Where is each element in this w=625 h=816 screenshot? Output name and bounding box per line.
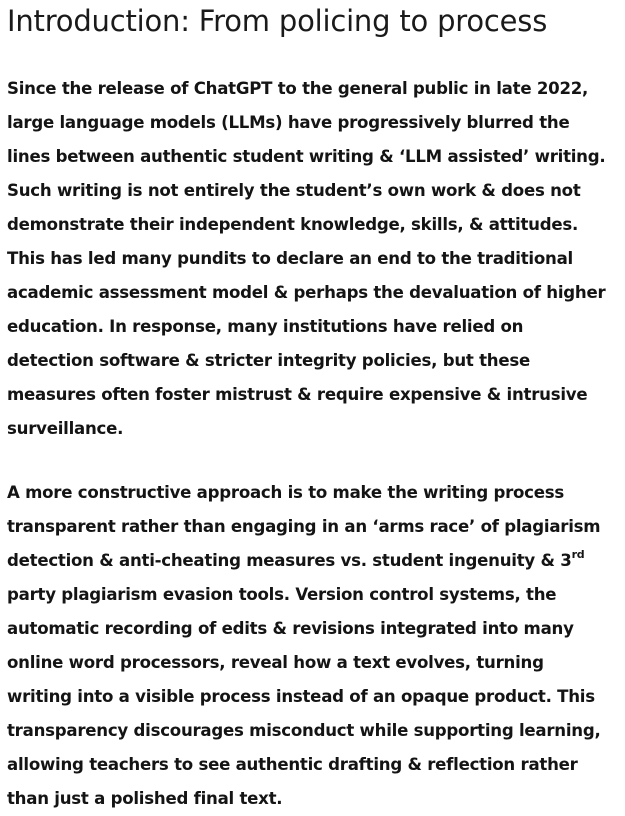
paragraph-line: allowing teachers to see authentic drafting & reflection rather — [7, 755, 578, 774]
paragraph-line: Such writing is not entirely the student’s own work & does not — [7, 181, 581, 200]
paragraph-line: academic assessment model & perhaps the devaluation of higher — [7, 283, 606, 302]
document-page — [7, 0, 622, 816]
paragraph-intro — [7, 72, 622, 446]
paragraph-line: A more constructive approach is to make the writing process — [7, 483, 565, 502]
ordinal-superscript: rd — [571, 548, 585, 561]
paragraph-line: online word processors, reveal how a text evolves, turning — [7, 653, 544, 672]
paragraph-line: surveillance. — [7, 419, 124, 438]
line-text: detection & anti-cheating measures vs. student ingenuity & 3 — [7, 551, 572, 570]
paragraph-line: transparent rather than engaging in an ‘arms race’ of plagiarism — [7, 517, 601, 536]
paragraph-line: This has led many pundits to declare an end to the traditional — [7, 249, 573, 268]
paragraph-line: detection software & stricter integrity policies, but these — [7, 351, 530, 370]
paragraph-line: than just a polished final text. — [7, 789, 283, 808]
paragraph-line: measures often foster mistrust & require expensive & intrusive — [7, 385, 588, 404]
paragraph-line: writing into a visible process instead of an opaque product. This — [7, 687, 595, 706]
paragraph-line: transparency discourages misconduct while supporting learning, — [7, 721, 601, 740]
paragraph-line: Since the release of ChatGPT to the general public in late 2022, — [7, 79, 589, 98]
paragraph-line: education. In response, many institutions have relied on — [7, 317, 524, 336]
paragraph-line — [7, 544, 622, 578]
paragraph-line: demonstrate their independent knowledge, skills, & attitudes. — [7, 215, 579, 234]
section-heading: Introduction: From policing to process — [7, 4, 548, 38]
paragraph-line: automatic recording of edits & revisions integrated into many — [7, 619, 574, 638]
paragraph-line: lines between authentic student writing & ‘LLM assisted’ writing. — [7, 147, 606, 166]
paragraph-approach — [7, 476, 622, 816]
paragraph-line: large language models (LLMs) have progressively blurred the — [7, 113, 570, 132]
paragraph-line: party plagiarism evasion tools. Version control systems, the — [7, 585, 557, 604]
